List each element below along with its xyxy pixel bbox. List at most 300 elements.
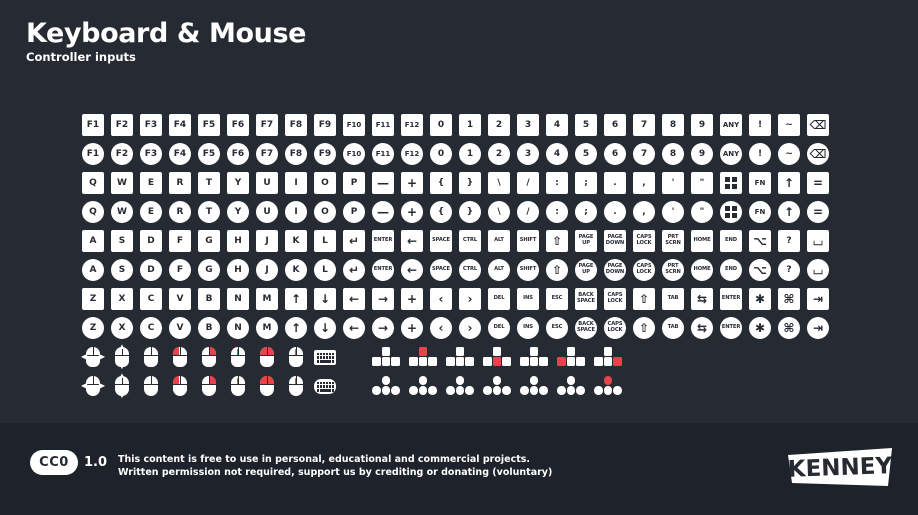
key-[interactable] [517, 172, 539, 194]
key-[interactable] [459, 288, 481, 310]
key-page-up[interactable] [575, 259, 597, 281]
key-o[interactable] [314, 201, 336, 223]
dpad-left-key[interactable] [409, 386, 418, 395]
key-[interactable] [633, 288, 655, 310]
key-enter[interactable] [372, 230, 394, 252]
dpad-right-key[interactable] [391, 357, 400, 366]
key-a[interactable] [82, 230, 104, 252]
key-f[interactable] [169, 230, 191, 252]
key-[interactable] [343, 230, 365, 252]
key-ctrl[interactable] [459, 230, 481, 252]
key-[interactable] [401, 230, 423, 252]
key-[interactable] [778, 317, 800, 339]
mouse-scroll-wheel[interactable] [227, 375, 249, 397]
key-y[interactable] [227, 172, 249, 194]
mouse-right-button[interactable] [198, 375, 220, 397]
key-[interactable] [807, 172, 829, 194]
key-d[interactable] [140, 259, 162, 281]
key-f7[interactable] [256, 114, 278, 136]
key-[interactable] [401, 259, 423, 281]
dpad-up-key[interactable] [382, 347, 391, 356]
key-m[interactable] [256, 317, 278, 339]
dpad-down-key[interactable] [567, 386, 576, 395]
key-t[interactable] [198, 172, 220, 194]
key-space[interactable] [430, 259, 452, 281]
key-[interactable] [662, 201, 684, 223]
key-f8[interactable] [285, 114, 307, 136]
dpad-right[interactable] [593, 346, 623, 368]
key-f12[interactable] [401, 143, 423, 165]
dpad-left-key[interactable] [520, 357, 529, 366]
key-a[interactable] [82, 259, 104, 281]
key-alt[interactable] [488, 259, 510, 281]
key-[interactable] [314, 317, 336, 339]
key-shift[interactable] [517, 259, 539, 281]
key-end[interactable] [720, 259, 742, 281]
key-[interactable] [372, 201, 394, 223]
mouse-plain[interactable] [140, 375, 162, 397]
key-win[interactable] [720, 201, 742, 223]
key-o[interactable] [314, 172, 336, 194]
dpad-up-key[interactable] [456, 347, 465, 356]
key-[interactable] [604, 172, 626, 194]
key-page-down[interactable] [604, 259, 626, 281]
key-f2[interactable] [111, 143, 133, 165]
dpad-right-key[interactable] [613, 386, 622, 395]
key-[interactable] [691, 317, 713, 339]
key-q[interactable] [82, 201, 104, 223]
key-del[interactable] [488, 317, 510, 339]
key-s[interactable] [111, 259, 133, 281]
dpad-down-key[interactable] [530, 386, 539, 395]
key-[interactable] [778, 143, 800, 165]
dpad-down-key[interactable] [604, 357, 613, 366]
dpad-up[interactable] [408, 346, 438, 368]
key-[interactable] [517, 201, 539, 223]
dpad-up-key[interactable] [567, 376, 576, 385]
dpad-left[interactable] [556, 346, 586, 368]
key-[interactable] [285, 317, 307, 339]
key-alt[interactable] [488, 230, 510, 252]
key-j[interactable] [256, 230, 278, 252]
key-7[interactable] [633, 143, 655, 165]
key-label: 2 [495, 148, 503, 159]
dpad-right-key[interactable] [539, 386, 548, 395]
key-f1[interactable] [82, 143, 104, 165]
key-home[interactable] [691, 230, 713, 252]
key-f6[interactable] [227, 114, 249, 136]
key-4[interactable] [546, 143, 568, 165]
key-[interactable] [343, 259, 365, 281]
key-i[interactable] [285, 172, 307, 194]
keyboard-icon-round[interactable] [314, 375, 336, 397]
key-8[interactable] [662, 114, 684, 136]
key-[interactable] [778, 201, 800, 223]
key-b[interactable] [198, 317, 220, 339]
key-[interactable] [778, 114, 800, 136]
key-[interactable] [372, 172, 394, 194]
key-enter[interactable] [720, 288, 742, 310]
key-[interactable] [778, 288, 800, 310]
key-caps-lock[interactable] [633, 259, 655, 281]
dpad-left-key[interactable] [446, 357, 455, 366]
key-win[interactable] [720, 172, 742, 194]
key-[interactable] [314, 288, 336, 310]
key-z[interactable] [82, 288, 104, 310]
key-[interactable] [488, 201, 510, 223]
key-[interactable] [807, 259, 829, 281]
key-1[interactable] [459, 114, 481, 136]
dpad-none-2[interactable] [408, 375, 438, 397]
key-m[interactable] [256, 288, 278, 310]
mouse-vertical-move[interactable] [111, 371, 133, 400]
dpad-left-key[interactable] [594, 357, 603, 366]
key-f9[interactable] [314, 143, 336, 165]
key-[interactable] [807, 288, 829, 310]
key-d[interactable] [140, 230, 162, 252]
key-caps-lock[interactable] [604, 288, 626, 310]
key-[interactable] [691, 172, 713, 194]
key-label: ENTER [373, 237, 393, 244]
dpad-none-3[interactable] [445, 375, 475, 397]
key-any[interactable] [720, 114, 742, 136]
key-f6[interactable] [227, 143, 249, 165]
key-caps-lock[interactable] [633, 230, 655, 252]
key-[interactable] [575, 201, 597, 223]
dpad-down-key[interactable] [604, 386, 613, 395]
key-[interactable] [546, 172, 568, 194]
dpad-left-key[interactable] [372, 357, 381, 366]
key-f3[interactable] [140, 143, 162, 165]
key-any[interactable] [720, 143, 742, 165]
mouse-scroll-wheel[interactable] [227, 346, 249, 368]
key-[interactable] [633, 172, 655, 194]
key-n[interactable] [227, 317, 249, 339]
key-[interactable] [401, 172, 423, 194]
dpad-left-key[interactable] [557, 357, 566, 366]
key-n[interactable] [227, 288, 249, 310]
key-v[interactable] [169, 317, 191, 339]
key-[interactable] [459, 201, 481, 223]
dpad-right-key[interactable] [428, 357, 437, 366]
key-1[interactable] [459, 143, 481, 165]
key-f4[interactable] [169, 143, 191, 165]
key-8[interactable] [662, 143, 684, 165]
key-[interactable] [807, 230, 829, 252]
key-[interactable] [343, 317, 365, 339]
key-f12[interactable] [401, 114, 423, 136]
mouse-both-buttons[interactable] [256, 346, 278, 368]
key-[interactable] [546, 230, 568, 252]
key-6[interactable] [604, 143, 626, 165]
key-[interactable] [430, 201, 452, 223]
key-prt-scrn[interactable] [662, 230, 684, 252]
key-5[interactable] [575, 114, 597, 136]
key-w[interactable] [111, 201, 133, 223]
key-z[interactable] [82, 317, 104, 339]
key-p[interactable] [343, 201, 365, 223]
dpad-down-key[interactable] [382, 386, 391, 395]
dpad-left-key[interactable] [483, 386, 492, 395]
key-[interactable] [807, 143, 829, 165]
key-back-space[interactable] [575, 288, 597, 310]
key-[interactable] [691, 201, 713, 223]
key-[interactable] [749, 143, 771, 165]
key-j[interactable] [256, 259, 278, 281]
mouse-left-button[interactable] [169, 346, 191, 368]
dpad-left-key[interactable] [409, 357, 418, 366]
key-f5[interactable] [198, 143, 220, 165]
dpad-right-key[interactable] [428, 386, 437, 395]
dpad-down[interactable] [482, 346, 512, 368]
key-9[interactable] [691, 114, 713, 136]
dpad-up-key[interactable] [456, 376, 465, 385]
key-e[interactable] [140, 172, 162, 194]
key-c[interactable] [140, 317, 162, 339]
dpad-right-key[interactable] [502, 357, 511, 366]
dpad-none-2[interactable] [445, 346, 475, 368]
key-y[interactable] [227, 201, 249, 223]
key-s[interactable] [111, 230, 133, 252]
key-label: ⌫ [809, 118, 827, 132]
key-r[interactable] [169, 201, 191, 223]
dpad-up-highlight[interactable] [593, 375, 623, 397]
key-9[interactable] [691, 143, 713, 165]
key-[interactable] [749, 317, 771, 339]
key-i[interactable] [285, 201, 307, 223]
mouse-vertical-move[interactable] [111, 342, 133, 371]
key-f[interactable] [169, 259, 191, 281]
key-7[interactable] [633, 114, 655, 136]
mouse-left-button[interactable] [169, 375, 191, 397]
mouse-right-button[interactable] [198, 346, 220, 368]
dpad-right-key[interactable] [539, 357, 548, 366]
key-space[interactable] [430, 230, 452, 252]
key-page-down[interactable] [604, 230, 626, 252]
key-2[interactable] [488, 114, 510, 136]
key-esc[interactable] [546, 288, 568, 310]
key-3[interactable] [517, 143, 539, 165]
key-f10[interactable] [343, 114, 365, 136]
dpad-down-key[interactable] [530, 357, 539, 366]
key-f10[interactable] [343, 143, 365, 165]
dpad-up-key[interactable] [382, 376, 391, 385]
dpad-left-key[interactable] [557, 386, 566, 395]
key-2[interactable] [488, 143, 510, 165]
dpad-right-key[interactable] [576, 357, 585, 366]
key-tab[interactable] [662, 288, 684, 310]
key-fn[interactable] [749, 172, 771, 194]
dpad-down-key[interactable] [382, 357, 391, 366]
dpad-down-key[interactable] [456, 357, 465, 366]
key-[interactable] [749, 230, 771, 252]
key-[interactable] [459, 317, 481, 339]
key-home[interactable] [691, 259, 713, 281]
key-4[interactable] [546, 114, 568, 136]
key-0[interactable] [430, 143, 452, 165]
key-u[interactable] [256, 172, 278, 194]
key-page-up[interactable] [575, 230, 597, 252]
dpad-right-key[interactable] [465, 357, 474, 366]
dpad-down-key[interactable] [419, 357, 428, 366]
dpad-up-key[interactable] [604, 347, 613, 356]
key-[interactable] [285, 288, 307, 310]
key-f4[interactable] [169, 114, 191, 136]
key-[interactable] [401, 201, 423, 223]
dpad-up-key[interactable] [567, 347, 576, 356]
key-f11[interactable] [372, 114, 394, 136]
key-l[interactable] [314, 230, 336, 252]
dpad-none-5[interactable] [519, 375, 549, 397]
dpad-up-key[interactable] [419, 347, 428, 356]
key-[interactable] [662, 172, 684, 194]
key-h[interactable] [227, 230, 249, 252]
key-[interactable] [633, 317, 655, 339]
dpad-up-key[interactable] [493, 376, 502, 385]
key-f5[interactable] [198, 114, 220, 136]
dpad-none[interactable] [371, 375, 401, 397]
mouse-horizontal-move[interactable] [82, 346, 104, 368]
dpad-left-key[interactable] [372, 386, 381, 395]
key-f9[interactable] [314, 114, 336, 136]
key-[interactable] [778, 259, 800, 281]
key-[interactable] [459, 172, 481, 194]
key-[interactable] [807, 114, 829, 136]
dpad-down-key[interactable] [567, 357, 576, 366]
dpad-none[interactable] [371, 346, 401, 368]
key-[interactable] [575, 172, 597, 194]
key-end[interactable] [720, 230, 742, 252]
key-3[interactable] [517, 114, 539, 136]
key-caps-lock[interactable] [604, 317, 626, 339]
key-r[interactable] [169, 172, 191, 194]
key-back-space[interactable] [575, 317, 597, 339]
key-ctrl[interactable] [459, 259, 481, 281]
key-h[interactable] [227, 259, 249, 281]
key-[interactable] [807, 201, 829, 223]
dpad-left-key[interactable] [446, 386, 455, 395]
key-f8[interactable] [285, 143, 307, 165]
key-enter[interactable] [720, 317, 742, 339]
mouse-both-buttons[interactable] [256, 375, 278, 397]
key-[interactable] [546, 201, 568, 223]
key-[interactable] [372, 288, 394, 310]
dpad-up-key[interactable] [419, 376, 428, 385]
key-[interactable] [749, 288, 771, 310]
key-shift[interactable] [517, 230, 539, 252]
dpad-left-key[interactable] [594, 386, 603, 395]
key-[interactable] [430, 317, 452, 339]
key-enter[interactable] [372, 259, 394, 281]
key-p[interactable] [343, 172, 365, 194]
key-e[interactable] [140, 201, 162, 223]
key-[interactable] [343, 288, 365, 310]
key-t[interactable] [198, 201, 220, 223]
dpad-none-4[interactable] [482, 375, 512, 397]
key-[interactable] [430, 288, 452, 310]
key-[interactable] [691, 288, 713, 310]
mouse-wheel-alt[interactable] [285, 346, 307, 368]
key-0[interactable] [430, 114, 452, 136]
key-c[interactable] [140, 288, 162, 310]
key-label: Z [89, 322, 97, 333]
key-[interactable] [488, 172, 510, 194]
dpad-right-key[interactable] [502, 386, 511, 395]
dpad-right-key[interactable] [613, 357, 622, 366]
dpad-up-key[interactable] [530, 347, 539, 356]
key-f11[interactable] [372, 143, 394, 165]
dpad-right-key[interactable] [465, 386, 474, 395]
key-g[interactable] [198, 259, 220, 281]
dpad-right-key[interactable] [391, 386, 400, 395]
dpad-down-key[interactable] [419, 386, 428, 395]
keyboard-icon-square[interactable] [314, 346, 336, 368]
dpad-none-6[interactable] [556, 375, 586, 397]
key-f7[interactable] [256, 143, 278, 165]
key-[interactable] [604, 201, 626, 223]
key-f1[interactable] [82, 114, 104, 136]
dpad-down-key[interactable] [493, 357, 502, 366]
key-f2[interactable] [111, 114, 133, 136]
key-k[interactable] [285, 230, 307, 252]
key-del[interactable] [488, 288, 510, 310]
key-[interactable] [401, 288, 423, 310]
key-l[interactable] [314, 259, 336, 281]
key-tab[interactable] [662, 317, 684, 339]
mouse-plain[interactable] [140, 346, 162, 368]
dpad-left-key[interactable] [483, 357, 492, 366]
key-[interactable] [778, 230, 800, 252]
key-fn[interactable] [749, 201, 771, 223]
key-[interactable] [633, 201, 655, 223]
key-[interactable] [546, 259, 568, 281]
dpad-right-key[interactable] [576, 386, 585, 395]
key-w[interactable] [111, 172, 133, 194]
dpad-none-3[interactable] [519, 346, 549, 368]
key-prt-scrn[interactable] [662, 259, 684, 281]
key-k[interactable] [285, 259, 307, 281]
key-ins[interactable] [517, 288, 539, 310]
key-[interactable] [430, 172, 452, 194]
key-[interactable] [807, 317, 829, 339]
dpad-left-key[interactable] [520, 386, 529, 395]
key-b[interactable] [198, 288, 220, 310]
key-g[interactable] [198, 230, 220, 252]
dpad-up-key[interactable] [493, 347, 502, 356]
key-6[interactable] [604, 114, 626, 136]
key-[interactable] [749, 114, 771, 136]
mouse-horizontal-move[interactable] [82, 375, 104, 397]
key-[interactable] [372, 317, 394, 339]
key-v[interactable] [169, 288, 191, 310]
key-esc[interactable] [546, 317, 568, 339]
dpad-up-key[interactable] [530, 376, 539, 385]
dpad-up-key[interactable] [604, 376, 613, 385]
key-f3[interactable] [140, 114, 162, 136]
key-x[interactable] [111, 288, 133, 310]
key-x[interactable] [111, 317, 133, 339]
key-[interactable] [778, 172, 800, 194]
key-ins[interactable] [517, 317, 539, 339]
dpad-down-key[interactable] [493, 386, 502, 395]
mouse-wheel-alt[interactable] [285, 375, 307, 397]
key-[interactable] [749, 259, 771, 281]
key-[interactable] [401, 317, 423, 339]
key-u[interactable] [256, 201, 278, 223]
key-5[interactable] [575, 143, 597, 165]
key-q[interactable] [82, 172, 104, 194]
dpad-down-key[interactable] [456, 386, 465, 395]
